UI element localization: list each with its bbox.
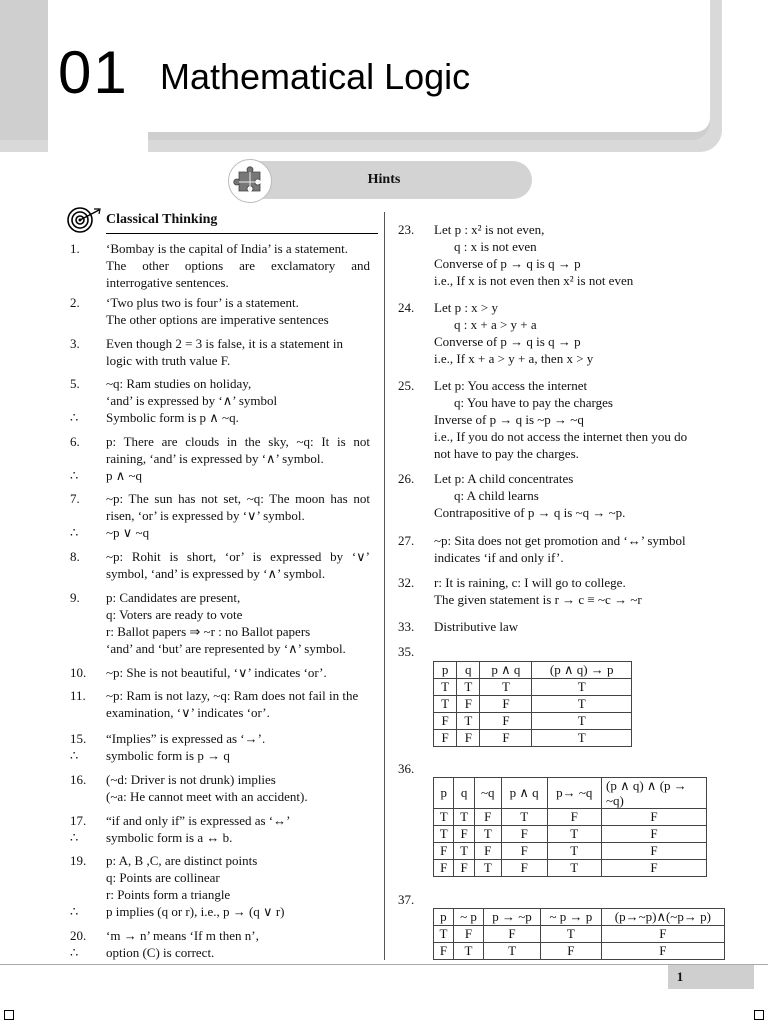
hint-line: r: Points form a triangle (106, 887, 231, 902)
table-header-row (434, 909, 725, 926)
hint-number: 23. (398, 222, 415, 237)
table-cell: F (457, 696, 480, 713)
hint-line: (~d: Driver is not drunk) implies (106, 772, 276, 787)
table-header-cell: p (434, 909, 454, 926)
hint-line: The other options are imperative sentences (106, 312, 329, 327)
table-cell: T (501, 809, 547, 826)
table-cell: F (602, 826, 707, 843)
hint-number: 9. (70, 590, 80, 605)
hint-line: Even though 2 = 3 is false, it is a statement in (106, 336, 343, 351)
hint-line: Let p : x > y (434, 300, 499, 315)
table-cell: T (474, 826, 501, 843)
hint-number: 16. (70, 772, 87, 787)
hint-line: Distributive law (434, 619, 519, 634)
table-cell: F (484, 926, 541, 943)
table-cell: F (454, 826, 474, 843)
hint-number: 11. (70, 688, 86, 703)
hint-line: ~p: Rohit is short, ‘or’ is expressed by ‘∨’ (106, 549, 370, 564)
hint-line: q: Voters are ready to vote (106, 607, 243, 622)
target-icon (66, 205, 102, 235)
hint-line: ~p: The sun has not set, ~q: The moon has not (106, 491, 370, 506)
table-cell: T (434, 826, 454, 843)
table-cell: T (547, 860, 601, 877)
hint-line: ~p: Sita does not get promotion and ‘↔’ symbol (434, 533, 686, 548)
hint-line: indicates ‘if and only if’. (434, 550, 564, 565)
hint-line: raining, ‘and’ is expressed by ‘∧’ symbol. (106, 451, 324, 466)
table-row (434, 730, 632, 747)
hint-line: ‘Bombay is the capital of India’ is a statement. (106, 241, 348, 256)
table-header-cell: p ∧ q (480, 662, 532, 679)
therefore-symbol: ∴ (70, 830, 79, 845)
hint-line: ~p: Ram is not lazy, ~q: Ram does not fail in the (106, 688, 359, 703)
table-row (434, 860, 707, 877)
therefore-symbol: ∴ (70, 525, 79, 540)
chapter-number: 01 (58, 39, 129, 106)
hint-number: 17. (70, 813, 87, 828)
table-cell: F (601, 943, 724, 960)
therefore-symbol: ∴ (70, 748, 79, 763)
table-cell: F (434, 713, 457, 730)
table-cell: T (434, 809, 454, 826)
hint-number: 6. (70, 434, 80, 449)
table-cell: F (541, 943, 602, 960)
table-header-cell: p → ~p (484, 909, 541, 926)
table-header-cell: (p→~p)∧(~p→ p) (601, 909, 724, 926)
hint-line: The given statement is r → c ≡ ~c → ~r (434, 592, 642, 607)
hint-line: Let p: A child concentrates (434, 471, 574, 486)
page-number: 1 (676, 969, 684, 984)
hint-line: symbolic form is p → q (106, 748, 230, 763)
puzzle-icon (228, 159, 272, 203)
table-cell: T (474, 860, 501, 877)
hint-line: p: There are clouds in the sky, ~q: It is not (106, 434, 370, 449)
hint-line: ‘m → n’ means ‘If m then n’, (106, 928, 259, 943)
hint-line: p implies (q or r), i.e., p → (q ∨ r) (106, 904, 285, 919)
table-cell: T (484, 943, 541, 960)
table-row (434, 696, 632, 713)
hint-line: q: A child learns (454, 488, 539, 503)
table-cell: F (457, 730, 480, 747)
hint-number: 27. (398, 533, 415, 548)
table-cell: F (474, 809, 501, 826)
table-header-cell: q (454, 778, 474, 809)
hint-line: Converse of p → q is q → p (434, 256, 581, 271)
table-cell: F (602, 809, 707, 826)
truth-table-36 (433, 777, 707, 877)
table-cell: F (434, 860, 454, 877)
hint-line: ‘and’ and ‘but’ are represented by ‘∧’ symbol. (106, 641, 346, 656)
hint-line: q : x + a > y + a (454, 317, 537, 332)
hint-number: 25. (398, 378, 415, 393)
table-header-cell: p (434, 778, 454, 809)
table-cell: T (532, 713, 632, 730)
hint-number: 15. (70, 731, 87, 746)
hint-line: Let p: You access the internet (434, 378, 588, 393)
hint-line: Converse of p → q is q → p (434, 334, 581, 349)
hint-number: 33. (398, 619, 415, 634)
hints-label: Hints (367, 172, 401, 187)
table-cell: F (602, 843, 707, 860)
crop-mark (754, 1010, 764, 1020)
hint-line: risen, ‘or’ is expressed by ‘∨’ symbol. (106, 508, 305, 523)
table-cell: F (474, 843, 501, 860)
table-header-cell: p ∧ q (501, 778, 547, 809)
table-header-cell: ~ p (453, 909, 483, 926)
hint-line: Let p : x² is not even, (434, 222, 545, 237)
footer-rule (0, 964, 768, 965)
table-cell: T (541, 926, 602, 943)
hint-line: examination, ‘∨’ indicates ‘or’. (106, 705, 270, 720)
section-underline (106, 233, 378, 234)
table-cell: F (501, 860, 547, 877)
hint-line: q: You have to pay the charges (454, 395, 613, 410)
table-cell: T (547, 826, 601, 843)
table-cell: T (532, 730, 632, 747)
table-row (434, 943, 725, 960)
table-row (434, 713, 632, 730)
hint-number: 24. (398, 300, 415, 315)
table-header-cell: q (457, 662, 480, 679)
hint-line: interrogative sentences. (106, 275, 229, 290)
table-cell: T (434, 679, 457, 696)
truth-table-37 (433, 908, 725, 960)
hint-number: 19. (70, 853, 87, 868)
hint-number: 26. (398, 471, 415, 486)
table-cell: F (602, 860, 707, 877)
table-cell: F (434, 843, 454, 860)
table-row (434, 843, 707, 860)
hint-line: i.e., If x + a > y + a, then x > y (434, 351, 594, 366)
crop-mark (4, 1010, 14, 1020)
table-cell: T (454, 809, 474, 826)
hint-number: 20. (70, 928, 87, 943)
hint-line: i.e., If x is not even then x² is not even (434, 273, 634, 288)
hint-number: 7. (70, 491, 80, 506)
therefore-symbol: ∴ (70, 410, 79, 425)
table-cell: F (547, 809, 601, 826)
table-header-cell: (p ∧ q) ∧ (p → ~q) (602, 778, 707, 809)
hint-line: ~p: She is not beautiful, ‘∨’ indicates ‘or’. (106, 665, 327, 680)
hint-line: not have to pay the charges. (434, 446, 579, 461)
table-cell: F (601, 926, 724, 943)
table-cell: T (532, 696, 632, 713)
table-cell: T (457, 679, 480, 696)
table-header-row (434, 662, 632, 679)
table-cell: F (501, 826, 547, 843)
table-row (434, 826, 707, 843)
table-cell: T (434, 926, 454, 943)
hint-number: 35. (398, 644, 415, 659)
section-heading (66, 205, 378, 235)
table-row (434, 679, 632, 696)
hint-number: 10. (70, 665, 87, 680)
hint-number: 32. (398, 575, 415, 590)
chapter-title: Mathematical Logic (160, 56, 471, 97)
therefore-symbol: ∴ (70, 904, 79, 919)
table-header-cell: p→ ~q (547, 778, 601, 809)
table-header-cell: ~q (474, 778, 501, 809)
table-cell: T (547, 843, 601, 860)
hint-number: 8. (70, 549, 80, 564)
hint-line: p: A, B ,C, are distinct points (106, 853, 258, 868)
hint-line: i.e., If you do not access the internet then you do (434, 429, 688, 444)
hint-line: “if and only if” is expressed as ‘↔’ (106, 813, 291, 828)
hint-line: Contrapositive of p → q is ~q → ~p. (434, 505, 626, 520)
table-cell: F (454, 860, 474, 877)
hint-line: Inverse of p → q is ~p → ~q (434, 412, 584, 427)
truth-table-35 (433, 661, 632, 747)
section-title: Classical Thinking (106, 212, 218, 227)
hint-line: option (C) is correct. (106, 945, 215, 960)
hint-number: 37. (398, 892, 415, 907)
table-cell: T (480, 679, 532, 696)
therefore-symbol: ∴ (70, 468, 79, 483)
hint-line: p ∧ ~q (106, 468, 143, 483)
hint-line: (~a: He cannot meet with an accident). (106, 789, 308, 804)
table-cell: F (434, 730, 457, 747)
therefore-symbol: ∴ (70, 945, 79, 960)
table-row (434, 809, 707, 826)
table-header-cell: p (434, 662, 457, 679)
hint-line: q : x is not even (454, 239, 537, 254)
hint-number: 1. (70, 241, 80, 256)
hint-line: symbol, ‘and’ is expressed by ‘∧’ symbol. (106, 566, 326, 581)
hint-number: 36. (398, 761, 415, 776)
column-divider (384, 212, 385, 960)
hint-number: 3. (70, 336, 80, 351)
table-cell: T (434, 696, 457, 713)
hint-number: 2. (70, 295, 80, 310)
table-header-cell: ~ p → p (541, 909, 602, 926)
hint-line: The other options are exclamatory and (106, 258, 370, 273)
hint-line: symbolic form is a ↔ b. (106, 830, 233, 845)
hint-line: p: Candidates are present, (106, 590, 241, 605)
hint-line: q: Points are collinear (106, 870, 220, 885)
table-cell: T (457, 713, 480, 730)
hint-line: ~p ∨ ~q (106, 525, 150, 540)
hint-line: logic with truth value F. (106, 353, 231, 368)
table-cell: F (480, 696, 532, 713)
hint-line: ‘and’ is expressed by ‘∧’ symbol (106, 393, 278, 408)
hint-line: ‘Two plus two is four’ is a statement. (106, 295, 299, 310)
hint-line: Symbolic form is p ∧ ~q. (106, 410, 239, 425)
hint-line: r: Ballot papers ⇒ ~r : no Ballot papers (106, 624, 311, 639)
hint-number: 5. (70, 376, 80, 391)
hint-line: r: It is raining, c: I will go to college. (434, 575, 626, 590)
hint-line: “Implies” is expressed as ‘→’. (106, 731, 266, 746)
table-cell: F (480, 730, 532, 747)
table-cell: F (501, 843, 547, 860)
table-cell: F (453, 926, 483, 943)
table-header-row (434, 778, 707, 809)
hint-line: ~q: Ram studies on holiday, (106, 376, 252, 391)
table-cell: T (453, 943, 483, 960)
table-header-cell: (p ∧ q) → p (532, 662, 632, 679)
table-cell: T (454, 843, 474, 860)
table-row (434, 926, 725, 943)
table-cell: F (480, 713, 532, 730)
table-cell: T (532, 679, 632, 696)
table-cell: F (434, 943, 454, 960)
